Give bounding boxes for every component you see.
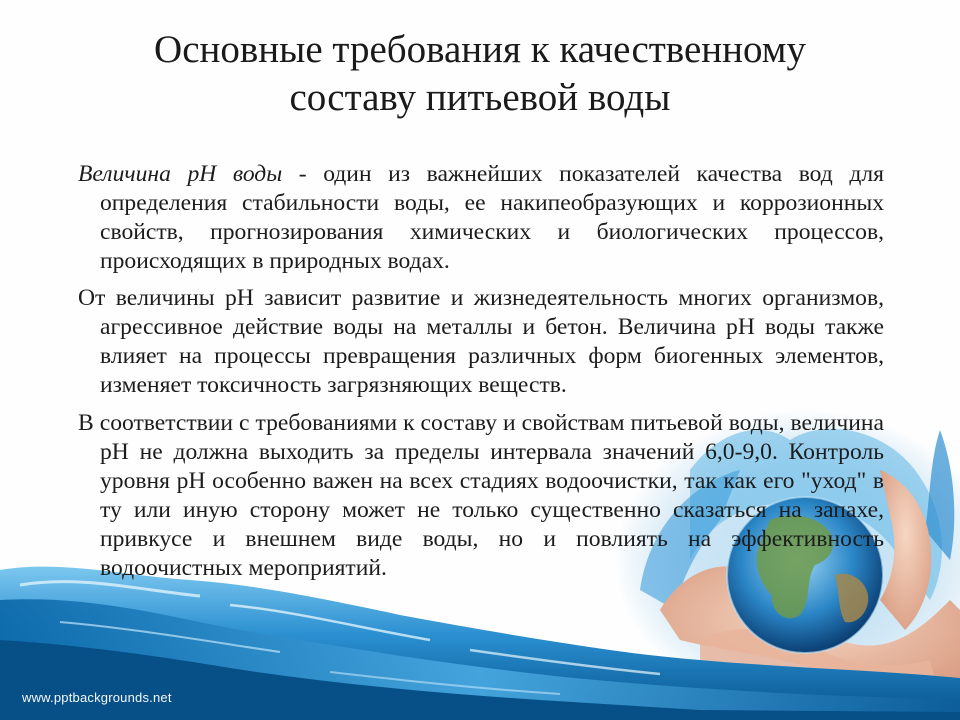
title-line-1: Основные требования к качественному [154, 28, 806, 71]
ph-definition-text: - один из важнейших показателей качества вод для определения стабильности воды, ее накипеобразующих и коррозионных свойств, прогнозирования химических и биологических процессов, происходящих в природных водах. [100, 161, 884, 274]
ph-term: Величина рН воды [78, 161, 283, 187]
title-line-2: составу питьевой воды [289, 76, 671, 119]
paragraph-ph-definition [78, 160, 884, 276]
slide-title [60, 26, 900, 122]
paragraph-ph-effects: От величины рН зависит развитие и жизнедеятельность многих организмов, агрессивное действие воды на металлы и бетон. Величина рН воды также влияет на процессы превращения различных форм биогенных элементов, изменяет токсичность загрязняющих веществ. [78, 285, 884, 398]
watermark: www.pptbackgrounds.net [22, 690, 172, 705]
paragraph-ph-requirements: В соответствии с требованиями к составу и свойствам питьевой воды, величина рН не должна выходить за пределы интервала значений 6,0-9,0. Контроль уровня рН особенно важен на всех стадиях водоочистки, так как его "уход" в ту или иную сторону может не только существенно сказаться на запахе, привкусе и внешнем виде воды, но и повлиять на эффективность водоочистных мероприятий. [78, 410, 884, 581]
slide-body [78, 160, 884, 592]
